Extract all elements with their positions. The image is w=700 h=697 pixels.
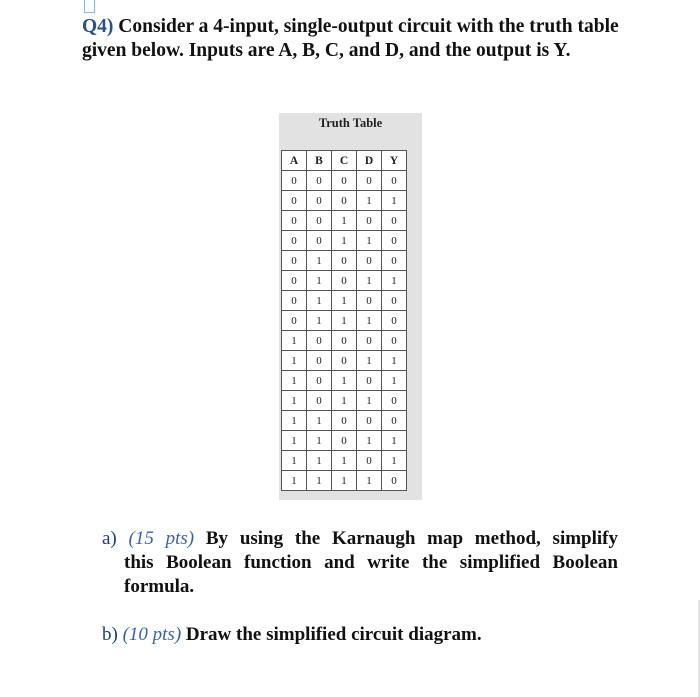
truth-table-cell-c: 1 <box>332 311 357 331</box>
truth-table-cell-d: 0 <box>357 291 382 311</box>
truth-table-row <box>282 351 407 371</box>
truth-table-header-row <box>282 151 407 171</box>
truth-table-cell-y: 1 <box>382 451 407 471</box>
truth-table-cell-b: 1 <box>307 311 332 331</box>
truth-table-row <box>282 191 407 211</box>
part-a-points: (15 pts) <box>128 528 195 549</box>
truth-table-cell-y: 0 <box>382 311 407 331</box>
truth-table-cell-a: 0 <box>282 191 307 211</box>
truth-table-cell-c: 1 <box>332 291 357 311</box>
truth-table-cell-y: 0 <box>382 231 407 251</box>
truth-table-cell-a: 1 <box>282 431 307 451</box>
truth-table-cell-a: 1 <box>282 471 307 491</box>
truth-table-cell-a: 1 <box>282 371 307 391</box>
truth-table-header-c: C <box>332 151 357 171</box>
truth-table-cell-a: 0 <box>282 311 307 331</box>
truth-table-cell-a: 1 <box>282 411 307 431</box>
truth-table-row <box>282 451 407 471</box>
truth-table-cell-a: 0 <box>282 171 307 191</box>
truth-table-cell-d: 0 <box>357 251 382 271</box>
truth-table-cell-d: 0 <box>357 411 382 431</box>
question-number: Q4) <box>82 16 114 37</box>
truth-table-row <box>282 471 407 491</box>
truth-table-cell-b: 0 <box>307 191 332 211</box>
truth-table-cell-d: 0 <box>357 211 382 231</box>
truth-table-cell-d: 0 <box>357 331 382 351</box>
truth-table-cell-b: 1 <box>307 471 332 491</box>
truth-table-row <box>282 171 407 191</box>
truth-table-cell-b: 1 <box>307 451 332 471</box>
part-b <box>102 623 622 647</box>
truth-table-cell-c: 0 <box>332 351 357 371</box>
truth-table-cell-y: 0 <box>382 391 407 411</box>
truth-table-row <box>282 211 407 231</box>
top-edge-marker <box>84 0 95 13</box>
truth-table-cell-c: 1 <box>332 371 357 391</box>
truth-table-cell-a: 0 <box>282 271 307 291</box>
truth-table-cell-d: 1 <box>357 311 382 331</box>
truth-table-cell-d: 0 <box>357 171 382 191</box>
part-b-text: Draw the simplified circuit diagram. <box>181 624 482 645</box>
truth-table-cell-b: 1 <box>307 411 332 431</box>
part-a-line1: By using the Karnaugh map method, simplify <box>194 528 618 549</box>
truth-table-cell-y: 0 <box>382 251 407 271</box>
truth-table-row <box>282 431 407 451</box>
truth-table-cell-b: 0 <box>307 231 332 251</box>
truth-table-cell-c: 0 <box>332 271 357 291</box>
truth-table-cell-c: 1 <box>332 211 357 231</box>
truth-table-header-b: B <box>307 151 332 171</box>
truth-table-cell-c: 1 <box>332 471 357 491</box>
truth-table-cell-d: 1 <box>357 271 382 291</box>
truth-table-cell-y: 0 <box>382 171 407 191</box>
truth-table-cell-a: 1 <box>282 451 307 471</box>
truth-table-cell-a: 1 <box>282 331 307 351</box>
truth-table <box>281 150 407 491</box>
part-a-letter: a) <box>102 528 117 549</box>
truth-table-cell-a: 0 <box>282 231 307 251</box>
part-a <box>102 527 618 599</box>
truth-table-row <box>282 271 407 291</box>
truth-table-title: Truth Table <box>318 116 383 130</box>
truth-table-cell-b: 0 <box>307 391 332 411</box>
truth-table-row <box>282 251 407 271</box>
truth-table-row <box>282 231 407 251</box>
truth-table-cell-b: 0 <box>307 211 332 231</box>
truth-table-cell-d: 1 <box>357 351 382 371</box>
truth-table-cell-d: 1 <box>357 391 382 411</box>
truth-table-row <box>282 371 407 391</box>
truth-table-header-d: D <box>357 151 382 171</box>
truth-table-cell-b: 0 <box>307 351 332 371</box>
truth-table-cell-d: 1 <box>357 471 382 491</box>
truth-table-cell-c: 0 <box>332 331 357 351</box>
truth-table-cell-c: 1 <box>332 391 357 411</box>
truth-table-cell-d: 1 <box>357 191 382 211</box>
part-b-points: (10 pts) <box>122 624 182 645</box>
truth-table-cell-b: 0 <box>307 371 332 391</box>
truth-table-body <box>282 171 407 491</box>
truth-table-cell-y: 1 <box>382 351 407 371</box>
truth-table-cell-d: 0 <box>357 451 382 471</box>
truth-table-cell-c: 0 <box>332 171 357 191</box>
truth-table-cell-a: 1 <box>282 391 307 411</box>
truth-table-cell-d: 0 <box>357 371 382 391</box>
truth-table-row <box>282 311 407 331</box>
truth-table-header-y: Y <box>382 151 407 171</box>
truth-table-cell-a: 0 <box>282 291 307 311</box>
truth-table-cell-c: 0 <box>332 251 357 271</box>
truth-table-cell-y: 0 <box>382 211 407 231</box>
truth-table-row <box>282 391 407 411</box>
truth-table-cell-b: 1 <box>307 251 332 271</box>
truth-table-cell-a: 1 <box>282 351 307 371</box>
truth-table-cell-b: 0 <box>307 171 332 191</box>
truth-table-cell-y: 0 <box>382 411 407 431</box>
truth-table-cell-c: 0 <box>332 411 357 431</box>
part-b-letter: b) <box>102 624 118 645</box>
truth-table-header-a: A <box>282 151 307 171</box>
truth-table-cell-c: 0 <box>332 431 357 451</box>
part-a-first-line <box>102 527 618 551</box>
truth-table-row <box>282 411 407 431</box>
truth-table-cell-a: 0 <box>282 251 307 271</box>
truth-table-cell-c: 1 <box>332 231 357 251</box>
truth-table-cell-c: 1 <box>332 451 357 471</box>
truth-table-cell-a: 0 <box>282 211 307 231</box>
truth-table-cell-b: 1 <box>307 271 332 291</box>
truth-table-cell-c: 0 <box>332 191 357 211</box>
question-body: Consider a 4-input, single-output circuit with the truth table given below. Inputs are A, B, C, and D, and the output is Y. <box>82 16 619 61</box>
part-a-line2: this Boolean function and write the simplified Boolean formula. <box>124 552 618 597</box>
truth-table-cell-b: 0 <box>307 331 332 351</box>
truth-table-cell-y: 1 <box>382 371 407 391</box>
truth-table-cell-y: 1 <box>382 191 407 211</box>
truth-table-cell-y: 1 <box>382 431 407 451</box>
truth-table-cell-y: 0 <box>382 291 407 311</box>
truth-table-cell-d: 1 <box>357 231 382 251</box>
truth-table-cell-b: 1 <box>307 431 332 451</box>
truth-table-row <box>282 291 407 311</box>
question-text <box>82 15 627 63</box>
truth-table-cell-y: 0 <box>382 331 407 351</box>
truth-table-cell-y: 0 <box>382 471 407 491</box>
truth-table-cell-y: 1 <box>382 271 407 291</box>
truth-table-cell-b: 1 <box>307 291 332 311</box>
truth-table-cell-d: 1 <box>357 431 382 451</box>
truth-table-row <box>282 331 407 351</box>
